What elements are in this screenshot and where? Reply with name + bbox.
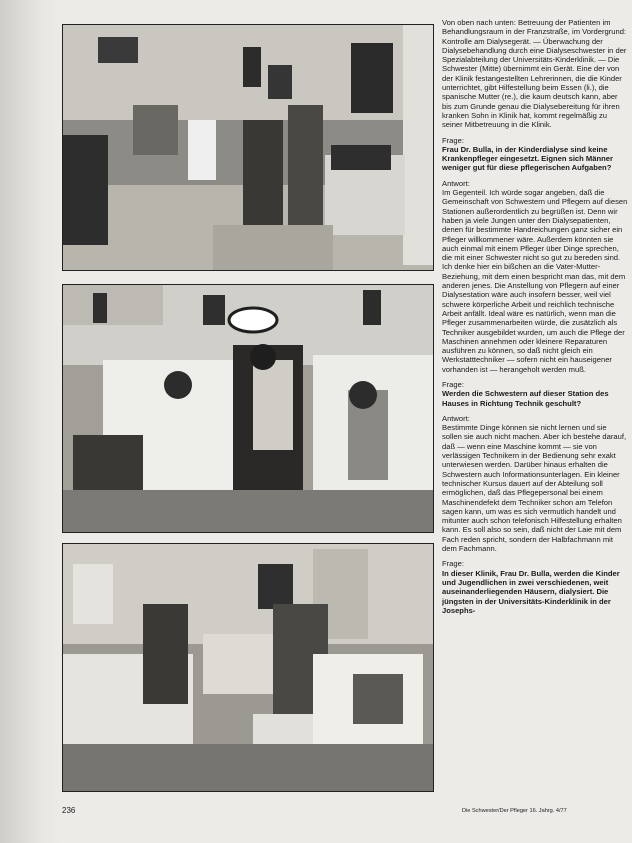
photo-children-ward-image [63,544,433,791]
photo-dialysis-ward [62,284,434,533]
question-1-label: Frage: [442,135,464,145]
page-number: 236 [62,806,76,815]
photo-treatment-room [62,24,434,271]
answer-2-text: Bestimmte Dinge können sie nicht lernen und sie sollen sie auch nicht machen. Aber ich bestehe darauf, daß — wenn eine Maschine kommt — sie von verlässigen Technikern in der Bedienung sehr exakt unterwiesen werden. Darüber hinaus erhalten die Schwestern auch Informationsunterlagen. Ein kleiner technischer Kursus dauert auf der Abteilung soll ermöglichen, daß das Pflegepersonal bei einem Maschinendefekt dem Techniker schon am Telefon sagen kann, um was es sich vermutlich handelt und mitunter auch schon telefonisch Hilfestellung erhalten kann. Es soll also so sein, daß nicht der Laie mit dem Fach reden spricht, sondern der Halbfachmann mit dem Fachmann. [442,423,627,554]
photo-treatment-room-image [63,25,433,270]
photo-dialysis-ward-image [63,285,433,532]
journal-footer: Die Schwester/Der Pfleger 16. Jahrg. 4/77 [462,808,567,814]
question-1-text: Frau Dr. Bulla, in der Kinderdialyse sind keine Krankenpfleger eingesetzt. Eignen sich Männer weniger gut für diese pflegerischen Aufgaben? [442,144,613,173]
photo-children-ward [62,543,434,792]
question-3-label: Frage: [442,559,464,569]
article-text-column [442,18,628,808]
photo-caption: Von oben nach unten: Betreuung der Patienten im Behandlungsraum in der Franzstraße, im Vordergrund: Kontrolle am Dialysegerät. — Überwachung der Dialysebehandlung durch eine Dialyseschwester in der Spezialabteilung der Universitäts-Kinderklinik. — Die Schwester (Mitte) übernimmt ein Gerät. Eine der von der Klinik festangestellten Lehrerinnen, die die Kinder unterrichtet, gibt Hilfestellung beim Essen (li.), die spanische Mutter (re.), die kaum deutsch kann, aber bis zum Grunde genau die Dialysebereitung für ihren kranken Sohn in Klinik hat, kommt regelmäßig zu seiner Mitbetreuung in die Klinik. [442,18,627,130]
answer-1-label: Antwort: [442,178,470,188]
question-2-label: Frage: [442,379,464,389]
answer-1-text: Im Gegenteil. Ich würde sogar angeben, daß die Gemeinschaft von Schwestern und Pflegern auf diesen Stationen außerordentlich zu begrüßen ist. Denn wir haben ja viele Jungen unter den Dialysepatienten, denen für bestimmte Handreichungen ganz sicher ein Pfleger willkommener wäre. Außerdem könnten sie auch einmal mit einem Pfleger über Dinge sprechen, die mit einer Schwester nicht so gut zu bereden sind. Ich denke hier ein bißchen an die Vater-Mutter-Beziehung, mit dem einen bespricht man das, mit dem anderen jenes. Die Anstellung von Pflegern auf einer Dialysestation wäre auch insofern besser, weil viel schwere körperliche Arbeit und reichlich technische Arbeit anfällt. Ideal wäre es natürlich, wenn man die Pfleger zusammenarbeiten würde, die zusätzlich als Techniker ausgebildet wurden, um auch die Pflege der Maschinen annehmen oder kleinere Reparaturen ausführen zu können, so daß nicht gleich ein Werkstatttechniker — sofern nicht ein hauseigener vorhanden ist — herangeholt werden muß. [442,188,628,374]
answer-2-label: Antwort: [442,413,470,423]
question-3-text: In dieser Klinik, Frau Dr. Bulla, werden die Kinder und Jugendlichen in zwei verschiedenen, weit auseinanderliegenden Häusern, dialysiert. Die jüngsten in der Universitäts-Kinderklinik in der Josephs- [442,568,620,615]
question-2-text: Werden die Schwestern auf dieser Station des Hauses in Richtung Technik geschult? [442,389,609,408]
